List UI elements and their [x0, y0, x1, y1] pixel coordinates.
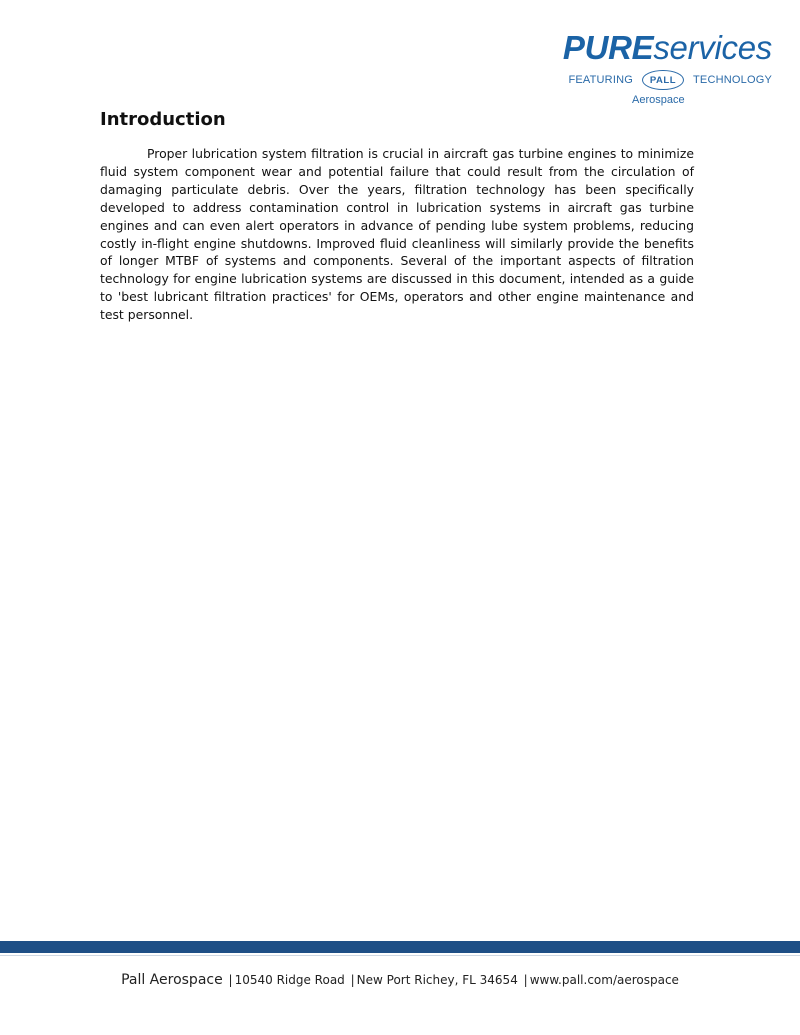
logo-featuring: FEATURING	[568, 74, 633, 86]
pall-logo-text: PALL	[649, 74, 677, 86]
logo-technology: TECHNOLOGY	[692, 74, 772, 86]
footer-city: New Port Richey, FL 34654	[356, 973, 518, 987]
logo-aerospace: Aerospace	[632, 94, 685, 106]
footer-divider	[0, 955, 800, 956]
logo-title	[563, 28, 772, 68]
pure-services-logo	[532, 28, 772, 110]
footer-street: 10540 Ridge Road	[234, 973, 345, 987]
footer-separator: |	[523, 973, 528, 987]
logo-title-light: services	[653, 29, 772, 66]
page-title: Introduction	[100, 109, 226, 130]
introduction-paragraph: Proper lubrication system filtration is crucial in aircraft gas turbine engines to minimize fluid system component wear and potential failure that could result from the circulation of damaging particulate debris. Over the years, filtration technology has been specifically developed to address contamination control in lubrication systems in aircraft gas turbine engines and can even alert operators in advance of pending lube system problems, reducing costly in-flight engine shutdowns. Improved fluid cleanliness will similarly provide the benefits of longer MTBF of systems and components. Several of the important aspects of filtration technology for engine lubrication systems are discussed in this document, intended as a guide to 'best lubricant filtration practices' for OEMs, operators and other engine maintenance and test personnel.	[100, 146, 694, 323]
footer-separator: |	[350, 973, 355, 987]
logo-title-bold: PURE	[562, 29, 654, 66]
footer-separator: |	[228, 973, 233, 987]
logo-featuring-row	[568, 70, 772, 90]
footer-address	[0, 971, 800, 989]
footer-website[interactable]: www.pall.com/aerospace	[529, 973, 679, 987]
footer-bar	[0, 941, 800, 953]
footer-company: Pall Aerospace	[121, 972, 223, 988]
pall-logo-icon	[642, 70, 684, 90]
